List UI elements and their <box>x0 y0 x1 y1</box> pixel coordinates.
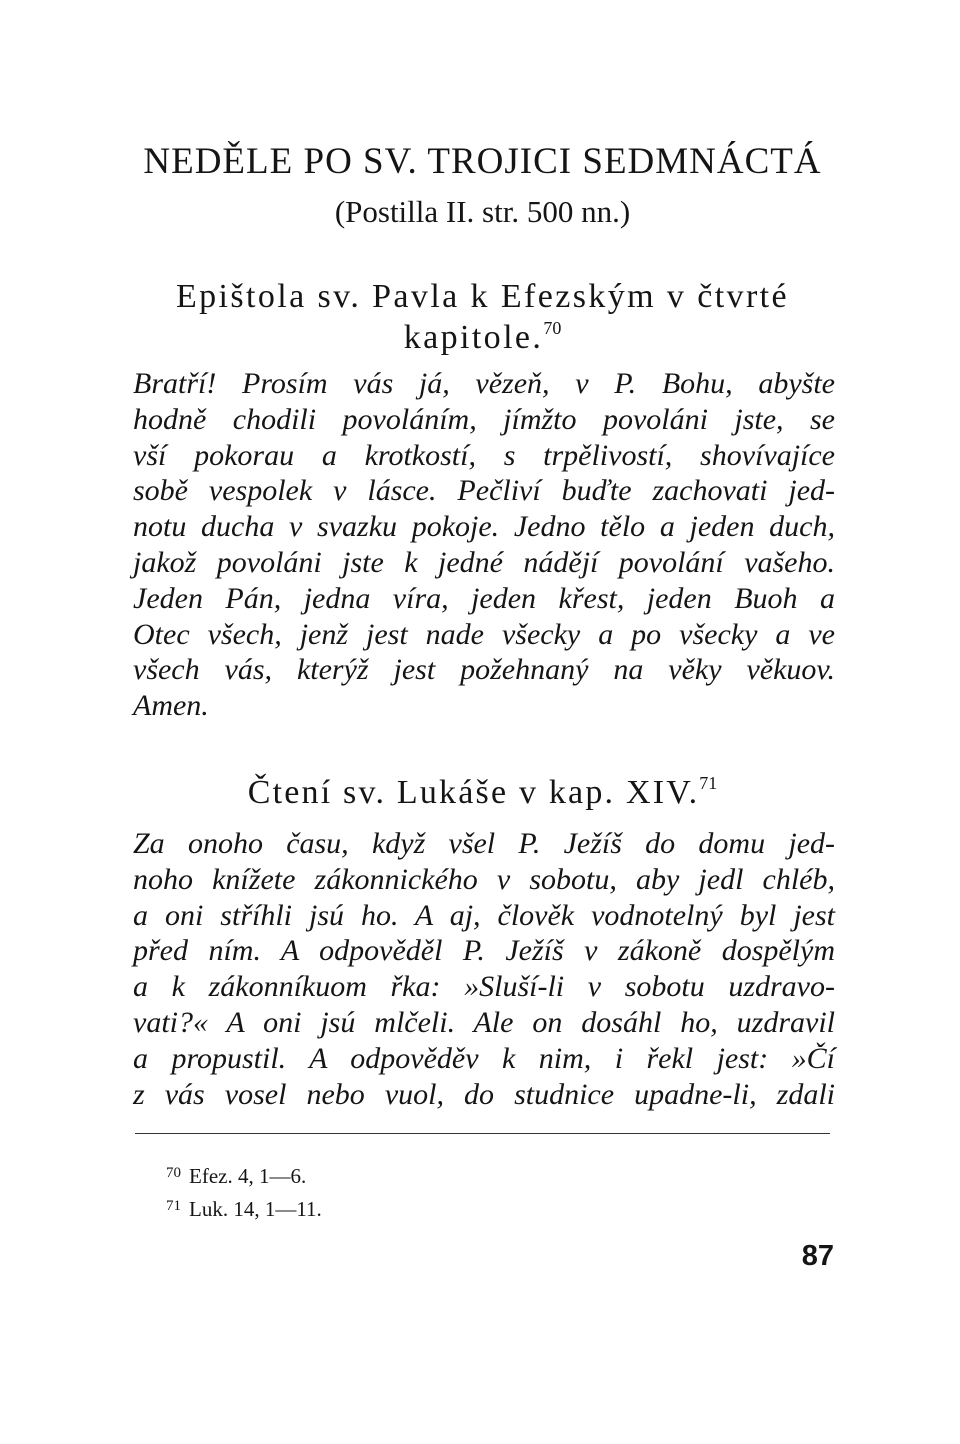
page-number: 87 <box>801 1240 834 1272</box>
text-line: před ním. A odpověděl P. Ježíš v zákoně dospělým <box>133 934 835 968</box>
text-line: a oni stříhli jsú ho. A aj, člověk vodnotelný byl jest <box>133 898 835 932</box>
footnote-ref-70: 70 <box>543 318 562 338</box>
text-line: vší pokorau a krotkostí, s trpělivostí, shovívajíce <box>133 438 835 472</box>
text-line: Jeden Pán, jedna víra, jeden křest, jeden Buoh a <box>133 581 835 615</box>
footnote-divider <box>135 1133 830 1134</box>
gospel-heading-text: Čtení sv. Lukáše v kap. XIV. <box>247 774 700 811</box>
epistle-text <box>133 366 835 724</box>
footnote-text: Luk. 14, 1—11. <box>189 1197 322 1221</box>
footnote-item <box>166 1191 322 1224</box>
epistle-heading-line2: kapitole. <box>403 319 544 356</box>
text-line: z vás vosel nebo vuol, do studnice upadne-li, zdali <box>133 1077 835 1111</box>
footnote-mark: 70 <box>166 1165 181 1181</box>
epistle-heading-continued <box>130 317 835 359</box>
text-line: sobě vespolek v lásce. Pečliví buďte zachovati jed- <box>133 474 835 508</box>
text-line: a k zákonníkuom řka: »Sluší-li v sobotu uzdravo- <box>133 970 835 1004</box>
footnote-item <box>166 1158 322 1191</box>
text-line: Za onoho času, když všel P. Ježíš do domu jed- <box>133 827 835 860</box>
text-line: noho knížete zákonnického v sobotu, aby jedl chléb, <box>133 862 835 896</box>
footnotes <box>166 1158 322 1224</box>
text-line: jakož povoláni jste k jedné nádějí povolání vašeho. <box>133 545 835 579</box>
text-line: všech vás, kterýž jest požehnaný na věky věkuov. <box>133 653 835 687</box>
gospel-heading <box>130 772 835 814</box>
text-line: vati?« A oni jsú mlčeli. Ale on dosáhl ho, uzdravil <box>133 1005 835 1039</box>
text-line: a propustil. A odpověděv k nim, i řekl jest: »Čí <box>133 1041 835 1075</box>
text-line: hodně chodili povoláním, jímžto povoláni jste, se <box>133 402 835 436</box>
gospel-text <box>133 826 835 1112</box>
footnote-text: Efez. 4, 1—6. <box>189 1164 307 1188</box>
text-line: Otec všech, jenž jest nade všecky a po všecky a ve <box>133 617 835 651</box>
epistle-heading <box>130 276 835 318</box>
page-title: NEDĚLE PO SV. TROJICI SEDMNÁCTÁ <box>143 141 822 182</box>
footnote-mark: 71 <box>166 1198 181 1214</box>
text-line: Bratří! Prosím vás já, vězeň, v P. Bohu, abyšte <box>133 367 835 400</box>
page-subtitle: (Postilla II. str. 500 nn.) <box>334 194 631 229</box>
footnote-ref-71: 71 <box>699 773 718 793</box>
text-line: Amen. <box>133 689 209 723</box>
text-line: notu ducha v svazku pokoje. Jedno tělo a jeden duch, <box>133 510 835 544</box>
epistle-heading-line1: Epištola sv. Pavla k Efezským v čtvrté <box>175 278 790 315</box>
